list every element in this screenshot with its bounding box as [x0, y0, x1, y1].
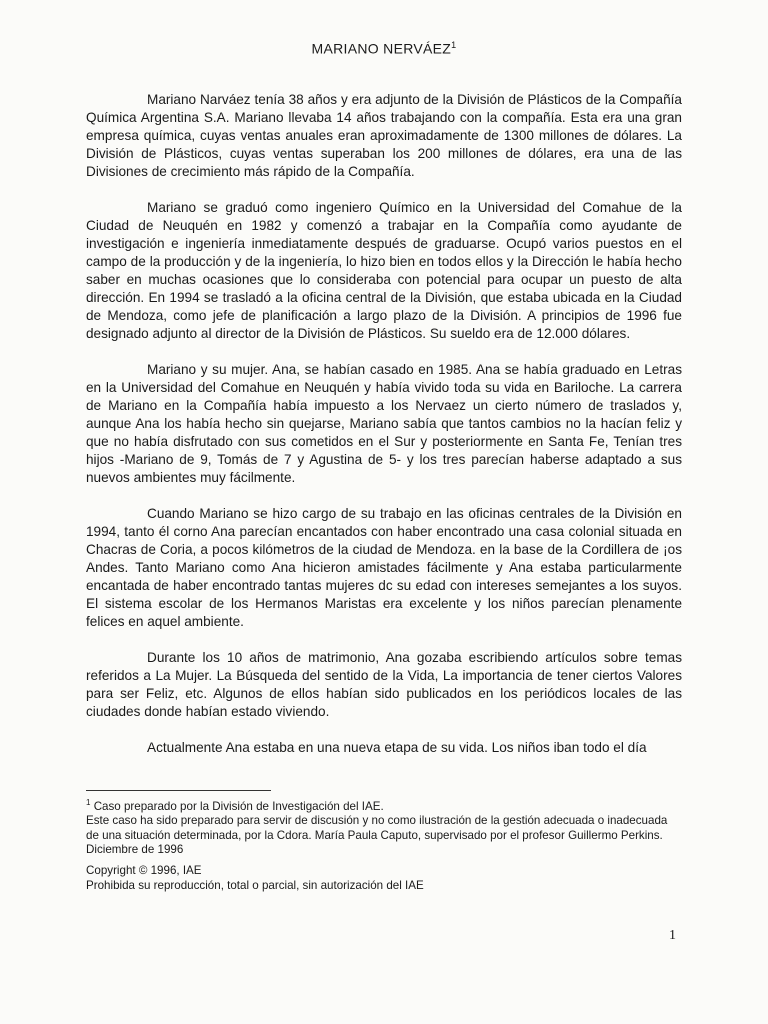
- paragraph-6: Actualmente Ana estaba en una nueva etapa de su vida. Los niños iban todo el día: [147, 740, 647, 755]
- document-title: [0, 40, 768, 57]
- paragraph-2: Mariano se graduó como ingeniero Químico en la Universidad del Comahue de la Ciudad de Neuquén en 1982 y comenzó a trabajar en la Compañía como ayudante de investigación e ingeniería inmediatamente después de graduarse. Ocupó varios puestos en el campo de la producción y de la ingeniería, lo hizo bien en todos ellos y la Dirección le había hecho saber en muchas ocasiones que lo consideraba con potencial para ocupar un puesto de alta dirección. En 1994 se trasladó a la oficina central de la División, que estaba ubicada en la Ciudad de Mendoza, como jefe de planificación a largo plazo de la División. A principios de 1996 fue designado adjunto al director de la División de Plásticos. Su sueldo era de 12.000 dólares.: [86, 200, 682, 341]
- footnote-text-1: Caso preparado por la División de Investigación del IAE.: [93, 799, 384, 813]
- paragraph-5: Durante los 10 años de matrimonio, Ana gozaba escribiendo artículos sobre temas referidos a La Mujer. La Búsqueda del sentido de la Vida, La importancia de tener ciertos Valores para ser Feliz, etc. Algunos de ellos habían sido publicados en los periódicos locales de las ciudades donde habían estado viviendo.: [86, 650, 682, 719]
- reproduction-notice: Prohibida su reproducción, total o parcial, sin autorización del IAE: [86, 879, 424, 892]
- document-title-text: MARIANO NERVÁEZ: [311, 40, 452, 57]
- document-body: [86, 91, 682, 757]
- footnote: [86, 796, 682, 858]
- footnote-line-2: Este caso ha sido preparado para servir de discusión y no como ilustración de la gestión adecuada o inadecuada de una situación determinada, por la Cdora. María Paula Caputo, supervisado por el profesor Guillermo Perkins. Diciembre de 1996: [86, 814, 668, 857]
- paragraph-1: Mariano Narváez tenía 38 años y era adjunto de la División de Plásticos de la Compañía Química Argentina S.A. Mariano llevaba 14 años trabajando con la compañía. Esta era una gran empresa química, cuyas ventas anuales eran aproximadamente de 1300 millones de dólares. La División de Plásticos, cuyas ventas superaban los 200 millones de dólares, era una de las Divisiones de crecimiento más rápido de la Compañía.: [86, 92, 682, 179]
- copyright-block: [86, 863, 682, 893]
- page-number: 1: [669, 928, 676, 943]
- title-footnote-mark: 1: [451, 40, 457, 50]
- paragraph-3: Mariano y su mujer. Ana, se habían casado en 1985. Ana se había graduado en Letras en la Universidad del Comahue en Neuquén y había vivido toda su vida en Bariloche. La carrera de Mariano en la Compañía había impuesto a los Nervaez un cierto número de traslados y, aunque Ana los había hecho sin quejarse, Mariano sabía que tantos cambios no la hacían feliz y que no había disfrutado con sus cometidos en el Sur y posteriormente en Santa Fe, Tenían tres hijos -Mariano de 9, Tomás de 7 y Agustina de 5- y los tres parecían haberse adaptado a sus nuevos ambientes muy fácilmente.: [86, 362, 682, 485]
- footnote-line-1: [86, 796, 682, 814]
- footnote-mark: 1: [86, 798, 91, 807]
- paragraph-4: Cuando Mariano se hizo cargo de su trabajo en las oficinas centrales de la División en 1994, tanto él corno Ana parecían encantados con haber encontrado una casa colonial situada en Chacras de Coria, a pocos kilómetros de la ciudad de Mendoza. en la base de la Cordillera de ¡os Andes. Tanto Mariano como Ana hicieron amistades fácilmente y Ana estaba particularmente encantada de haber encontrado tantas mujeres dc su edad con intereses semejantes a los suyos. El sistema escolar de los Hermanos Maristas era excelente y los niños parecían plenamente felices en aquel ambiente.: [86, 506, 682, 629]
- footnote-divider: [86, 790, 271, 791]
- copyright-line: Copyright © 1996, IAE: [86, 864, 202, 877]
